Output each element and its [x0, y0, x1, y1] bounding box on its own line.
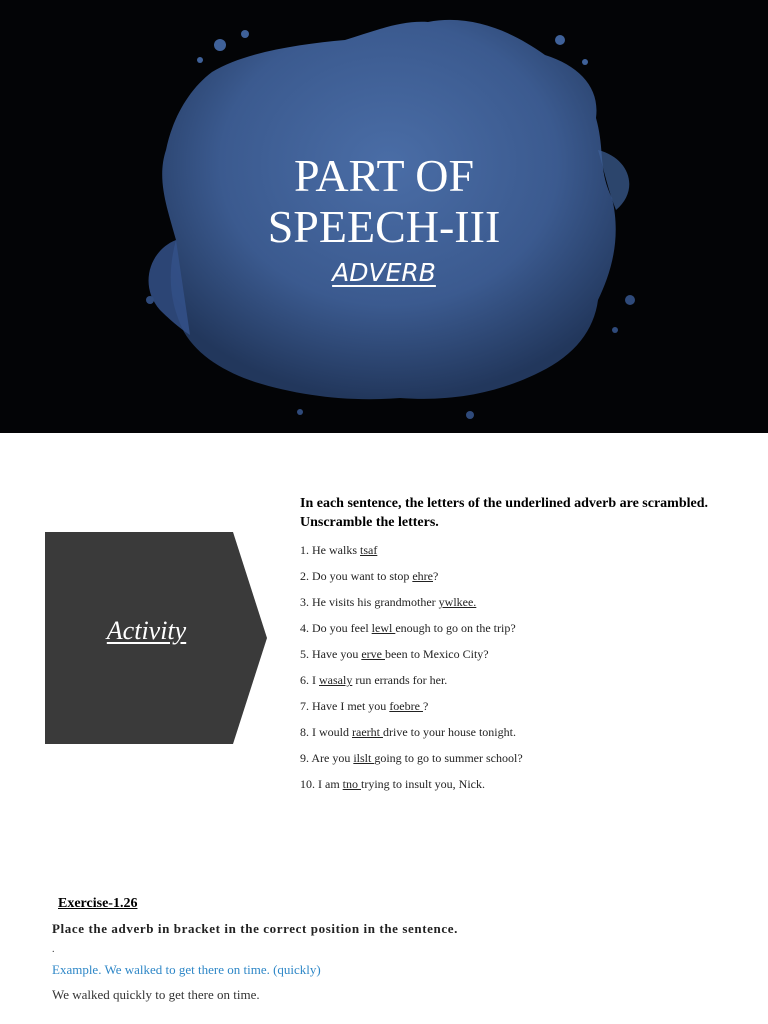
- slide-title-line-1: PART OF: [293, 150, 475, 201]
- question-text-end: drive to your house tonight.: [382, 725, 516, 739]
- question-text: 10. I am: [300, 777, 343, 791]
- question-item: [300, 595, 476, 610]
- scrambled-word: raerht: [352, 725, 383, 739]
- question-item: [300, 777, 485, 792]
- exercise-example: Example. We walked to get there on time. (quickly): [52, 962, 321, 977]
- scrambled-word: foebre: [389, 699, 423, 713]
- question-text-end: ?: [433, 569, 439, 583]
- question-item: [300, 543, 377, 558]
- scrambled-word: ehre: [412, 569, 433, 583]
- question-text-end: run errands for her.: [352, 673, 448, 687]
- title-slide: [0, 0, 768, 433]
- slide-title-line-2: SPEECH-III: [267, 201, 501, 252]
- question-item: [300, 751, 523, 766]
- scrambled-word: erve: [361, 647, 385, 661]
- scrambled-word: tno: [342, 777, 361, 791]
- scrambled-word: wasaly: [319, 673, 353, 687]
- activity-label: Activity: [106, 616, 187, 645]
- question-text: 6. I: [300, 673, 319, 687]
- question-text: 9. Are you: [300, 751, 354, 765]
- question-text-end: going to go to summer school?: [374, 751, 523, 765]
- scrambled-word: ywlkee.: [438, 595, 477, 609]
- activity-instructions: In each sentence, the letters of the underlined adverb are scrambled. Unscramble the letters.: [300, 496, 709, 530]
- question-text-end: been to Mexico City?: [384, 647, 489, 661]
- question-item: [300, 569, 438, 584]
- question-text: 5. Have you: [300, 647, 362, 661]
- question-item: [300, 621, 516, 636]
- question-item: [300, 647, 489, 662]
- question-item: [300, 725, 516, 740]
- exercise-instruction: Place the adverb in bracket in the correct position in the sentence.: [52, 921, 458, 936]
- question-text: 4. Do you feel: [300, 621, 372, 635]
- exercise-title: Exercise-1.26: [58, 896, 138, 911]
- question-text-end: enough to go on the trip?: [395, 621, 516, 635]
- scrambled-word: ilslt: [353, 751, 375, 765]
- scrambled-word: lewl: [371, 621, 396, 635]
- scrambled-word: tsaf: [360, 543, 378, 557]
- question-text: 7. Have I met you: [300, 699, 390, 713]
- exercise-dot: .: [52, 944, 55, 955]
- question-item: [300, 699, 428, 714]
- question-text-end: ?: [422, 699, 429, 713]
- question-text-end: trying to insult you, Nick.: [361, 777, 485, 791]
- exercise-answer: We walked quickly to get there on time.: [52, 987, 260, 1002]
- question-text: 2. Do you want to stop: [300, 569, 413, 583]
- slide-subtitle: ADVERB: [332, 258, 436, 287]
- question-text: 3. He visits his grandmother: [300, 595, 439, 609]
- question-text: 8. I would: [300, 725, 352, 739]
- question-text: 1. He walks: [300, 543, 360, 557]
- question-item: [300, 673, 447, 688]
